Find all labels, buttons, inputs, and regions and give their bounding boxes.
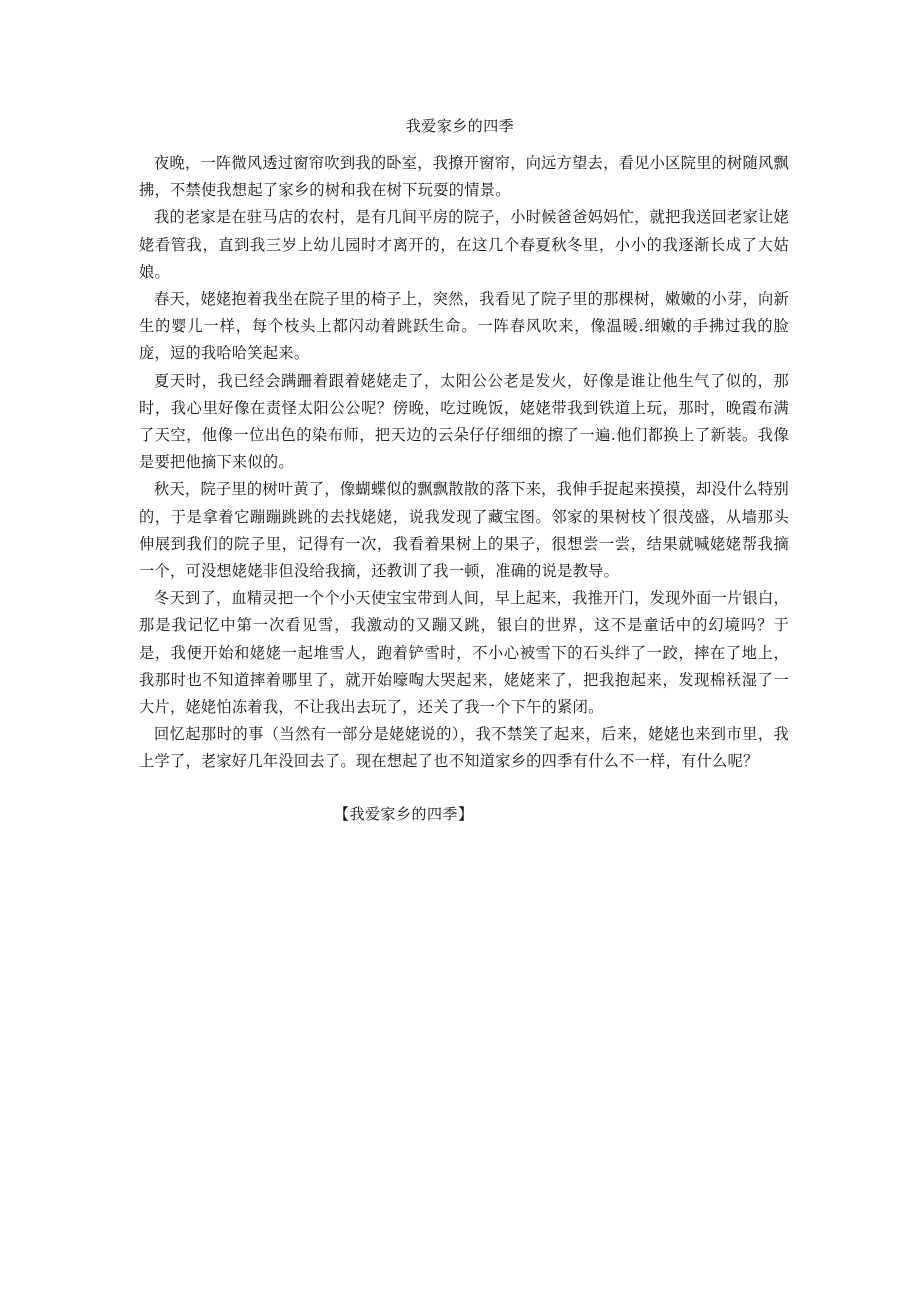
paragraph-summer: 夏天时，我已经会蹒跚着跟着姥姥走了，太阳公公老是发火，好像是谁让他生气了似的，那时，我心里好像在责怪太阳公公呢？傍晚，吃过晚饭，姥姥带我到铁道上玩，那时，晚霞布满了天空，他像一位出色的染布师，把天边的云朵仔仔细细的擦了一遍.他们都换上了新装。我像是要把他摘下来似的。: [139, 371, 789, 472]
footer-title: 【我爱家乡的四季】: [334, 805, 474, 823]
paragraph-winter: 冬天到了，血精灵把一个个小天使宝宝带到人间，早上起来，我推开门，发现外面一片银白，那是我记忆中第一次看见雪，我激动的又蹦又跳，银白的世界，这不是童话中的幻境吗？于是，我便开始和姥姥一起堆雪人，跑着铲雪时，不小心被雪下的石头绊了一跤，摔在了地上，我那时也不知道摔着哪里了，就开始嚎啕大哭起来，姥姥来了，把我抱起来，发现棉袄湿了一大片，姥姥怕冻着我，不让我出去玩了，还关了我一个下午的紧闭。: [139, 589, 789, 717]
paragraph-hometown: 我的老家是在驻马店的农村，是有几间平房的院子，小时候爸爸妈妈忙，就把我送回老家让姥姥看管我，直到我三岁上幼儿园时才离开的，在这几个春夏秋冬里，小小的我逐渐长成了大姑娘。: [139, 208, 789, 281]
paragraph-recollection: 回忆起那时的事（当然有一部分是姥姥说的），我不禁笑了起来，后来，姥姥也来到市里，我上学了，老家好几年没回去了。现在想起了也不知道家乡的四季有什么不一样，有什么呢？: [139, 725, 789, 771]
document-title: 我爱家乡的四季: [405, 117, 515, 135]
paragraph-spring: 春天，姥姥抱着我坐在院子里的椅子上，突然，我看见了院子里的那棵树，嫩嫩的小芽，向新生的婴儿一样，每个枝头上都闪动着跳跃生命。一阵春风吹来，像温暖.细嫩的手拂过我的脸庞，逗的我哈哈笑起来。: [139, 290, 789, 363]
paragraph-night-breeze: 夜晚，一阵微风透过窗帘吹到我的卧室，我撩开窗帘，向远方望去，看见小区院里的树随风飘拂，不禁使我想起了家乡的树和我在树下玩耍的情景。: [139, 154, 789, 200]
paragraph-autumn: 秋天，院子里的树叶黄了，像蝴蝶似的飘飘散散的落下来，我伸手捉起来摸摸，却没什么特别的，于是拿着它蹦蹦跳跳的去找姥姥，说我发现了藏宝图。邻家的果树枝丫很茂盛，从墙那头伸展到我们的院子里，记得有一次，我看着果树上的果子，很想尝一尝，结果就喊姥姥帮我摘一个，可没想姥姥非但没给我摘，还教训了我一顿，准确的说是教导。: [139, 480, 789, 581]
document-body: [139, 150, 789, 776]
